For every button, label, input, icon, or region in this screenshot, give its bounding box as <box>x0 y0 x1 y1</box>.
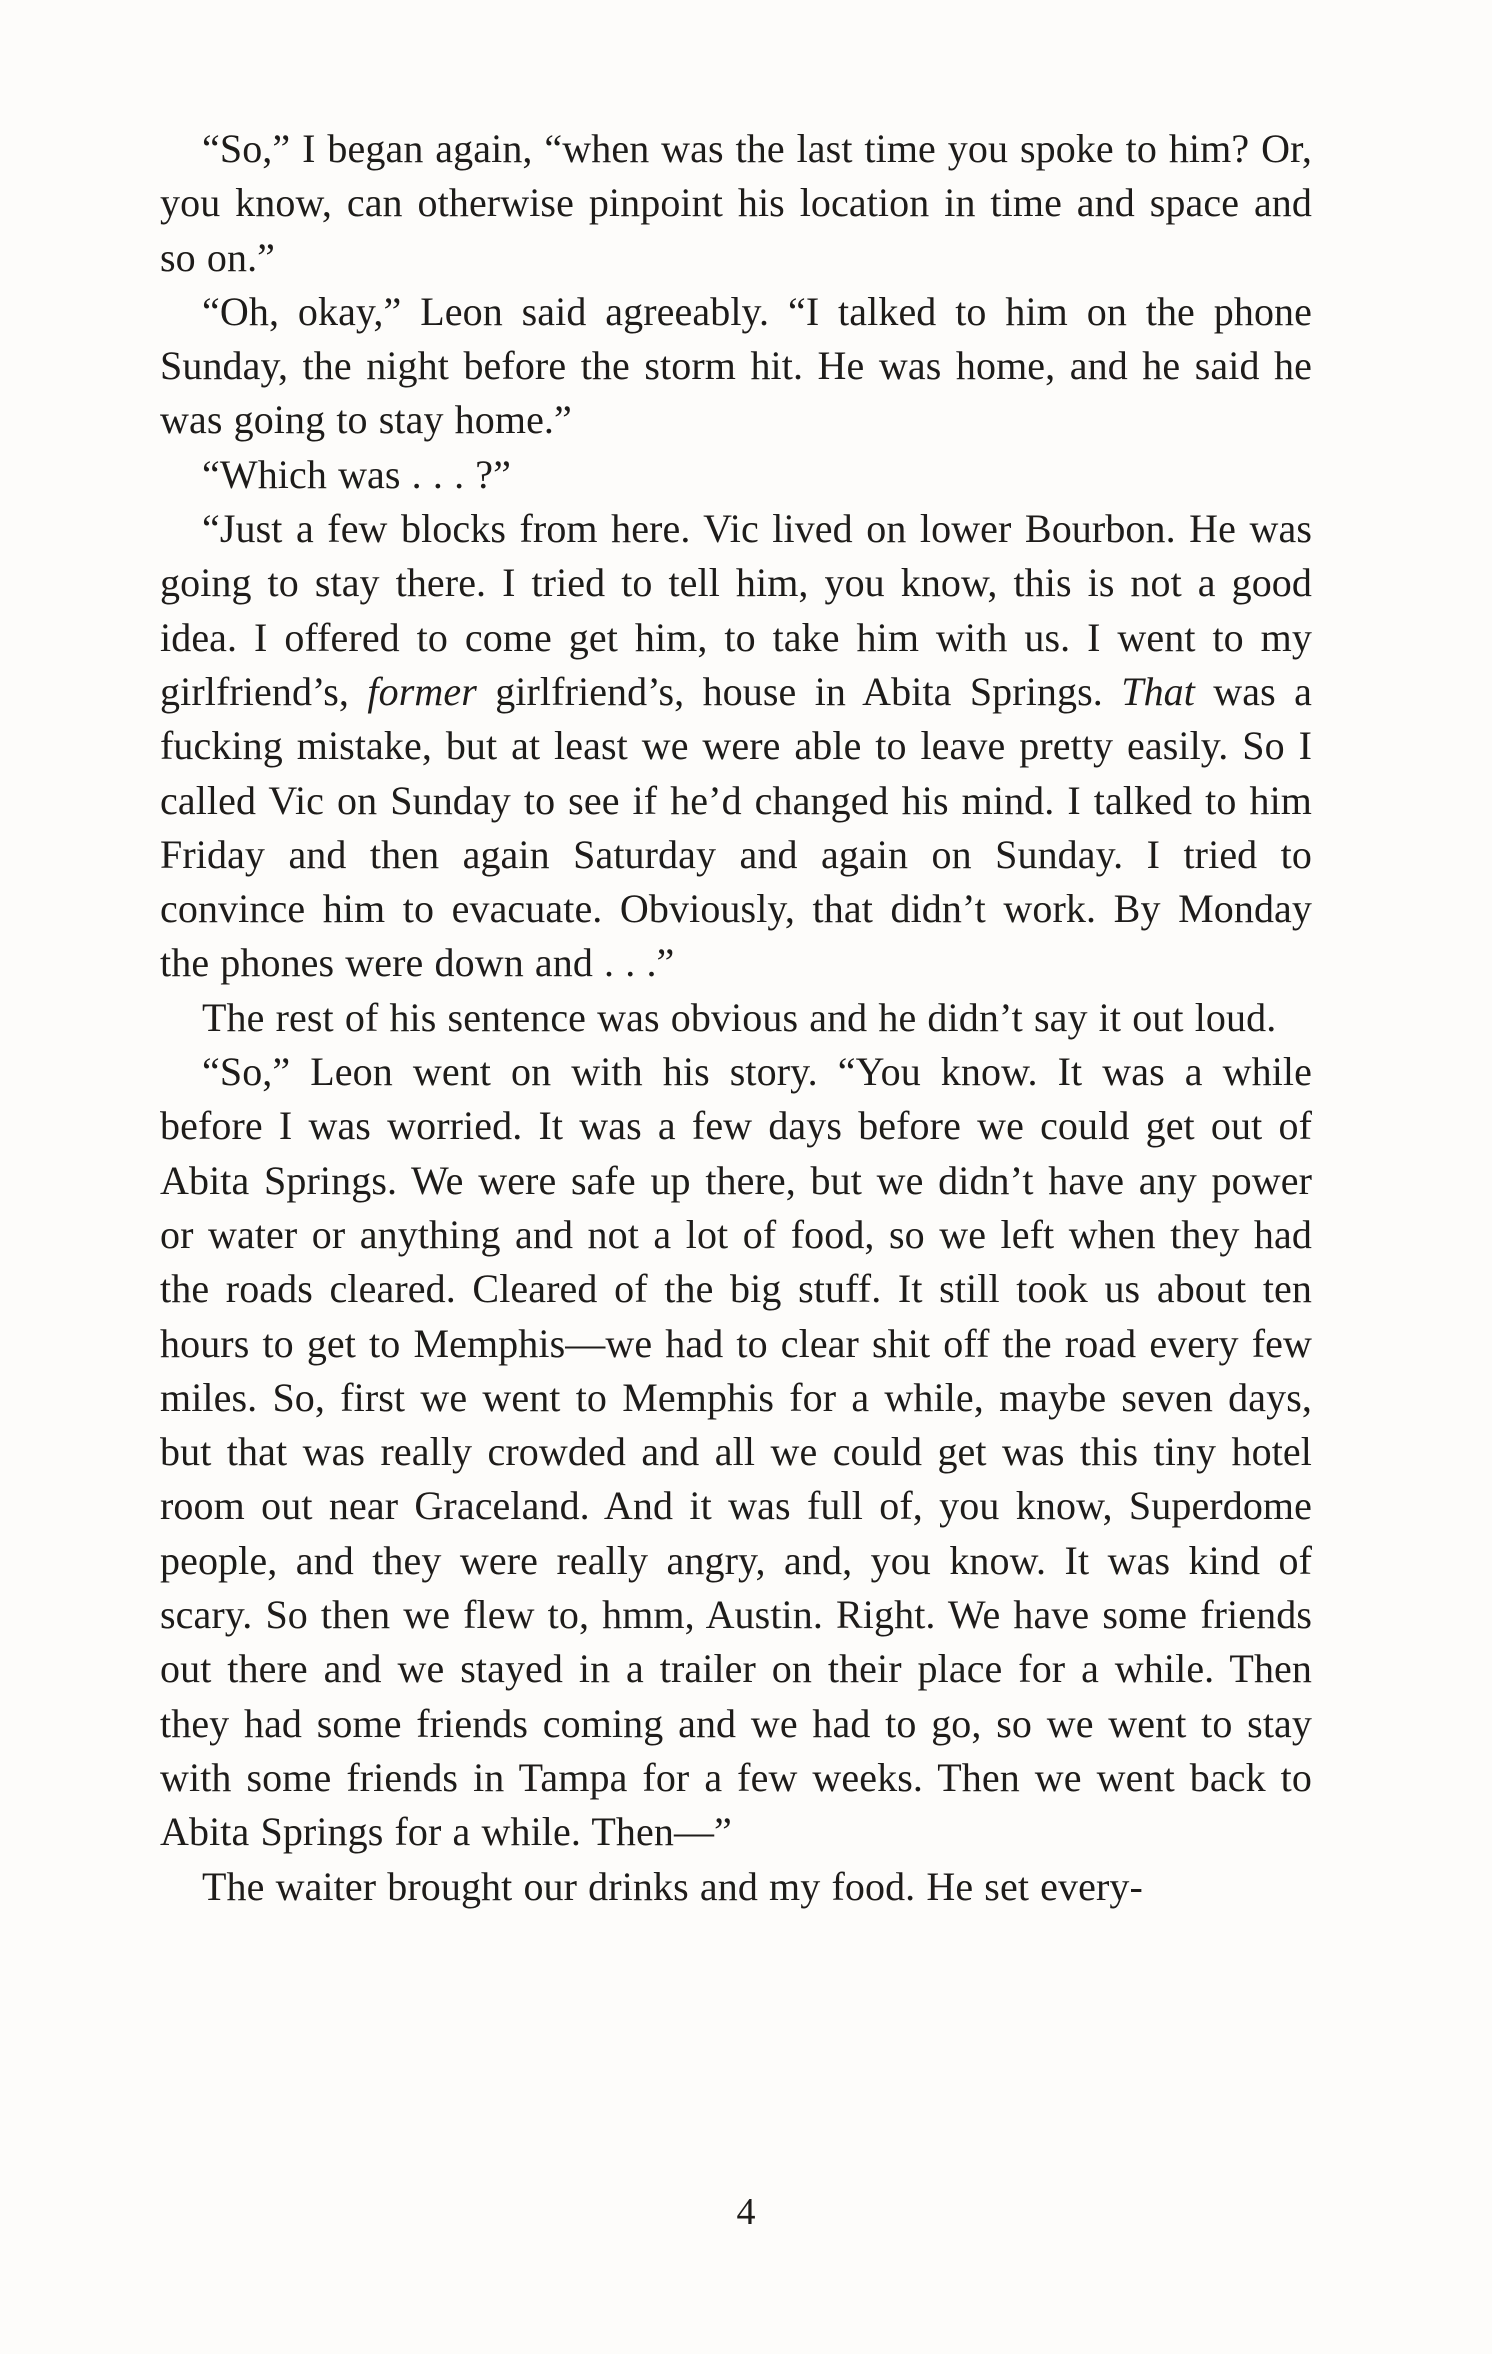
text-segment: The waiter brought our drinks and my food. He set every- <box>202 1863 1143 1909</box>
italic-text-segment: former <box>367 668 477 714</box>
paragraph <box>160 502 1312 991</box>
text-segment: “Which was . . . ?” <box>202 451 511 497</box>
italic-text-segment: That <box>1121 668 1195 714</box>
text-segment: “Just a few blocks from here. Vic lived on lower Bourbon. He was going to stay there. I tried to tell him, you know, this is not a good idea. I offered to come get him, to take him with us. I went to my girlfriend’s, <box>160 506 1312 714</box>
paragraph <box>160 1860 1312 1914</box>
text-segment: “So,” Leon went on with his story. “You know. It was a while before I was worried. It was a few days before we could get out of Abita Springs. We were safe up there, but we didn’t have any power or water or anything and not a lot of food, so we left when they had the roads cleared. Cleared of the big stuff. It still took us about ten hours to get to Memphis—we had to clear shit off the road every few miles. So, first we went to Memphis for a while, maybe seven days, but that was really crowded and all we could get was this tiny hotel room out near Graceland. And it was full of, you know, Superdome people, and they were really angry, and, you know. It was kind of scary. So then we flew to, hmm, Austin. Right. We have some friends out there and we stayed in a trailer on their place for a while. Then they had some friends coming and we had to go, so we went to stay with some friends in Tampa for a few weeks. Then we went back to Abita Springs for a while. Then—” <box>160 1049 1312 1855</box>
paragraph <box>160 1045 1312 1859</box>
text-segment: “So,” I began again, “when was the last time you spoke to him? Or, you know, can otherwise pinpoint his location in time and space and so on.” <box>160 126 1312 280</box>
paragraph <box>160 285 1312 448</box>
paragraph <box>160 448 1312 502</box>
text-segment: “Oh, okay,” Leon said agreeably. “I talked to him on the phone Sunday, the night before the storm hit. He was home, and he said he was going to stay home.” <box>160 288 1312 443</box>
text-segment: girlfriend’s, house in Abita Springs. <box>476 668 1122 714</box>
text-segment: The rest of his sentence was obvious and he didn’t say it out loud. <box>202 994 1277 1040</box>
text-segment: was a fucking mistake, but at least we were able to leave pretty easily. So I called Vic on Sunday to see if he’d changed his mind. I talked to him Friday and then again Saturday and again on Sunday. I tried to convince him to evacuate. Obviously, that didn’t work. By Monday the phones were down and . . .” <box>160 668 1313 986</box>
page-body <box>160 122 1312 1914</box>
paragraph <box>160 122 1312 285</box>
page-number: 4 <box>736 2191 756 2233</box>
paragraph <box>160 991 1312 1045</box>
